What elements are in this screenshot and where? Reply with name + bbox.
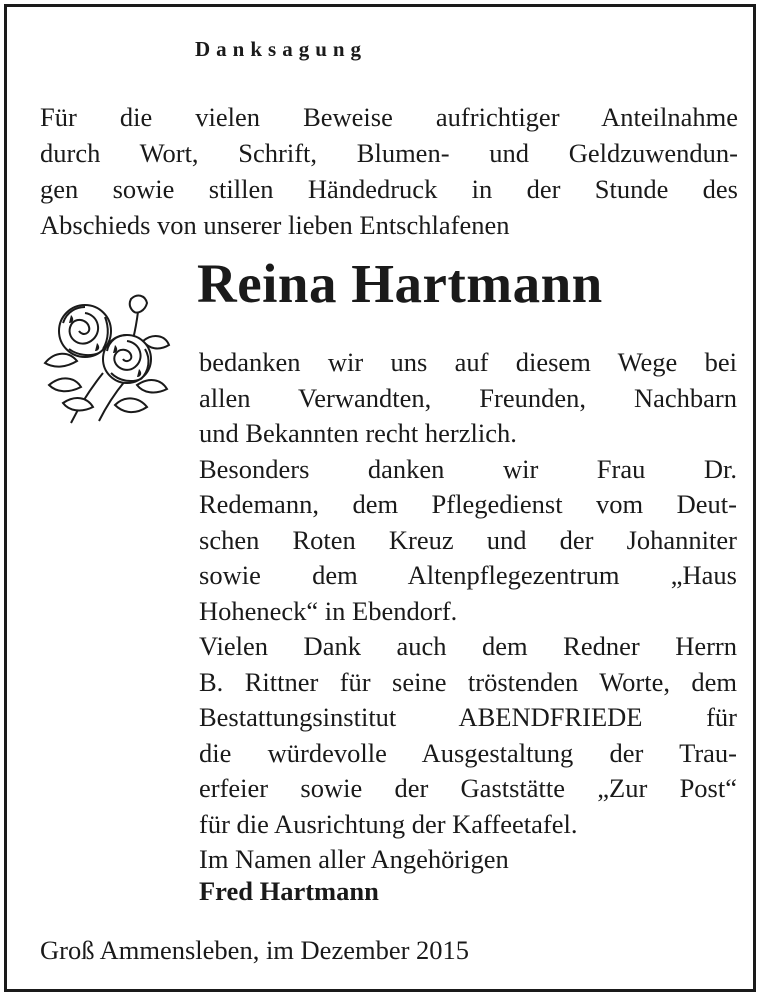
intro-line: Abschieds von unserer lieben Entschlafenen xyxy=(40,210,510,240)
intro-paragraph xyxy=(40,99,738,243)
intro-line: durch Wort, Schrift, Blumen- und Geldzuwendun- xyxy=(40,138,738,168)
body-line: für die Ausrichtung der Kaffeetafel. xyxy=(199,808,578,839)
body-line: sowie dem Altenpflegezentrum „Haus xyxy=(199,560,737,590)
on-behalf-line: Im Namen aller Angehörigen xyxy=(199,844,509,874)
notice-heading: Danksagung xyxy=(195,37,368,61)
body-line: Vielen Dank auch dem Redner Herrn xyxy=(199,631,737,661)
roses-icon xyxy=(41,293,173,431)
intro-line: gen sowie stillen Händedruck in der Stunde des xyxy=(40,174,738,204)
deceased-name: Reina Hartmann xyxy=(197,253,603,314)
body-line: Hoheneck“ in Ebendorf. xyxy=(199,595,458,626)
closing-block xyxy=(199,843,509,907)
body-line: erfeier sowie der Gaststätte „Zur Post“ xyxy=(199,773,737,803)
body-line: die würdevolle Ausgestaltung der Trau- xyxy=(199,737,737,768)
body-line: Bestattungsinstitut ABENDFRIEDE für xyxy=(199,702,737,732)
intro-line: Für die vielen Beweise aufrichtiger Anteilnahme xyxy=(40,102,738,132)
notice-frame xyxy=(4,4,756,992)
body-line: allen Verwandten, Freunden, Nachbarn xyxy=(199,382,737,413)
body-line: Besonders danken wir Frau Dr. xyxy=(199,453,737,484)
body-line: Redemann, dem Pflegedienst vom Deut- xyxy=(199,489,737,519)
body-line: schen Roten Kreuz und der Johanniter xyxy=(199,524,737,555)
body-line: B. Rittner für seine tröstenden Worte, dem xyxy=(199,666,737,697)
body-paragraph xyxy=(199,345,737,842)
body-line: bedanken wir uns auf diesem Wege bei xyxy=(199,347,737,377)
place-date: Groß Ammensleben, im Dezember 2015 xyxy=(40,935,470,965)
body-line: und Bekannten recht herzlich. xyxy=(199,418,517,448)
signer-name: Fred Hartmann xyxy=(199,876,379,906)
